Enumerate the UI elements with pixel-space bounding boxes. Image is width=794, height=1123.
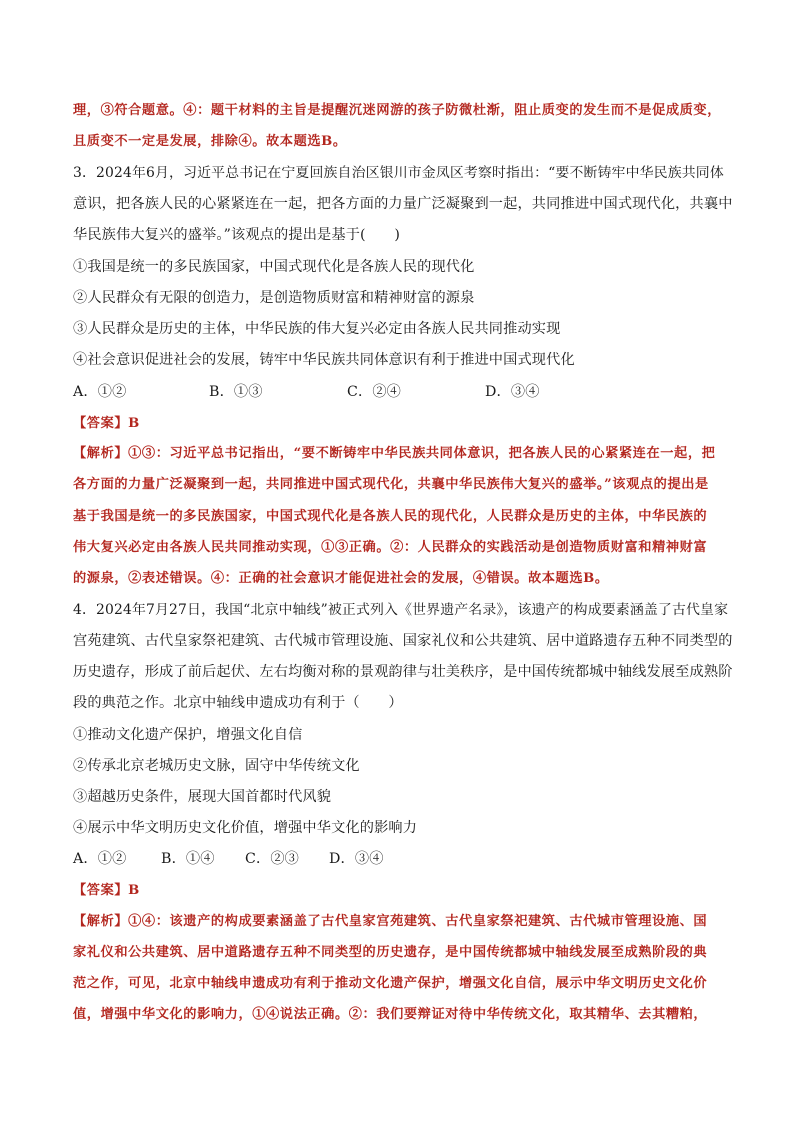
question-4-stem-line-4: 段的典范之作。北京中轴线申遗成功有利于（ ） (73, 695, 403, 711)
question-3-options (73, 382, 733, 402)
question-4-options (73, 849, 733, 869)
question-4-option-b: B．①④ (161, 851, 215, 867)
question-3-stem-line-3: 华民族伟大复兴的盛举。”该观点的提出是基于( ) (73, 227, 401, 243)
explanation-prev-line-2: 且质变不一定是发展，排除④。故本题选B。 (73, 134, 347, 149)
question-3-analysis-line-5: 的源泉，②表述错误。④：正确的社会意识才能促进社会的发展，④错误。故本题选B。 (73, 571, 609, 586)
question-4-statement-4: ④展示中华文明历史文化价值，增强中华文化的影响力 (73, 820, 418, 836)
question-4-answer: 【答案】B (73, 883, 140, 898)
question-3-statement-3: ③人民群众是历史的主体，中华民族的伟大复兴必定由各族人民共同推动实现 (73, 321, 561, 337)
question-3-analysis-line-3: 基于我国是统一的多民族国家，中国式现代化是各族人民的现代化，人民群众是历史的主体，中华民族的 (73, 509, 708, 524)
question-3-statement-2: ②人民群众有无限的创造力，是创造物质财富和精神财富的源泉 (73, 290, 475, 306)
question-4-stem-line-1: 4．2024年7月27日，我国“北京中轴线”被正式列入《世界遗产名录》，该遗产的构成要素涵盖了古代皇家 (73, 602, 729, 618)
explanation-prev-line-1: 理，③符合题意。④：题干材料的主旨是提醒沉迷网游的孩子防微杜渐，阻止质变的发生而不是促成质变， (73, 103, 722, 118)
question-4-statement-3: ③超越历史条件，展现大国首都时代风貌 (73, 789, 332, 805)
question-4-statement-2: ②传承北京老城历史文脉，固守中华传统文化 (73, 758, 360, 774)
question-3-analysis-line-1: 【解析】①③：习近平总书记指出，“要不断铸牢中华民族共同体意识，把各族人民的心紧紧连在一起，把 (73, 446, 716, 461)
question-3-option-b: B．①③ (209, 384, 263, 400)
question-4-analysis-line-3: 范之作，可见，北京中轴线申遗成功有利于推动文化遗产保护，增强文化自信，展示中华文明历史文化价 (73, 976, 708, 991)
question-3-stem-line-1: 3．2024年6月，习近平总书记在宁夏回族自治区银川市金凤区考察时指出：“要不断铸牢中华民族共同体 (73, 165, 724, 181)
question-3-analysis-line-4: 伟大复兴必定由各族人民共同推动实现，①③正确。②：人民群众的实践活动是创造物质财富和精神财富 (73, 540, 708, 555)
question-3-statement-1: ①我国是统一的多民族国家，中国式现代化是各族人民的现代化 (73, 259, 475, 275)
question-3-stem-line-2: 意识，把各族人民的心紧紧连在一起，把各方面的力量广泛凝聚到一起，共同推进中国式现代化，共襄中 (73, 196, 733, 212)
question-4-statement-1: ①推动文化遗产保护，增强文化自信 (73, 727, 303, 743)
question-4-stem-line-2: 宫苑建筑、古代皇家祭祀建筑、古代城市管理设施、国家礼仪和公共建筑、居中道路遗存五种不同类型的 (73, 633, 733, 649)
question-3-statement-4: ④社会意识促进社会的发展，铸牢中华民族共同体意识有利于推进中国式现代化 (73, 352, 575, 368)
question-4-analysis-line-2: 家礼仪和公共建筑、居中道路遗存五种不同类型的历史遗存，是中国传统都城中轴线发展至成熟阶段的典 (73, 945, 708, 960)
question-4-option-a: A．①② (73, 851, 127, 867)
question-4-analysis-line-1: 【解析】①④：该遗产的构成要素涵盖了古代皇家宫苑建筑、古代皇家祭祀建筑、古代城市管理设施、国 (73, 914, 708, 929)
question-3-option-d: D．③④ (485, 384, 540, 400)
question-4-option-c: C．②③ (245, 851, 300, 867)
question-4-analysis-line-4: 值，增强中华文化的影响力，①④说法正确。②：我们要辩证对待中华传统文化，取其精华、去其糟粕， (73, 1007, 708, 1022)
question-3-analysis-line-2: 各方面的力量广泛凝聚到一起，共同推进中国式现代化，共襄中华民族伟大复兴的盛举。”该观点的提出是 (73, 477, 709, 492)
question-3-answer: 【答案】B (73, 416, 140, 431)
question-4-option-d: D．③④ (329, 851, 384, 867)
question-4-stem-line-3: 历史遗存，形成了前后起伏、左右均衡对称的景观韵律与壮美秩序，是中国传统都城中轴线发展至成熟阶 (73, 664, 733, 680)
question-3-option-c: C．②④ (347, 384, 402, 400)
question-3-option-a: A．①② (73, 384, 127, 400)
